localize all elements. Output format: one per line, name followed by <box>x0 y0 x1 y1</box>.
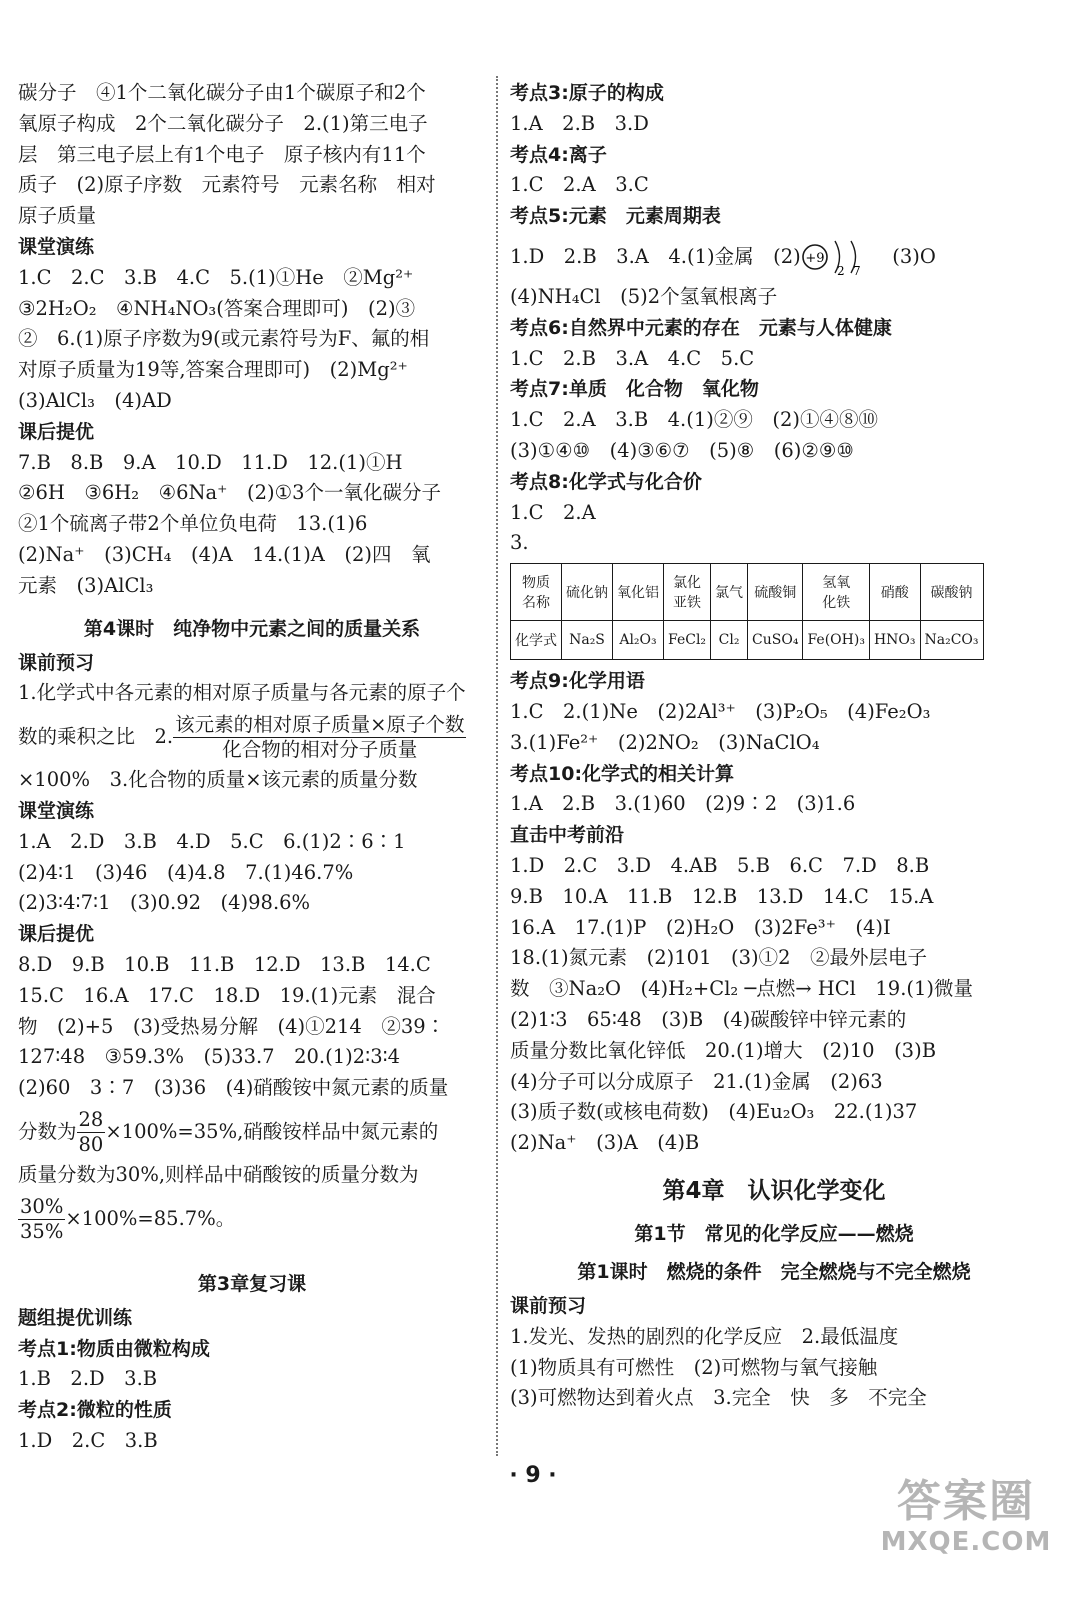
answer-line: (3)①④⑩ (4)③⑥⑦ (5)⑧ (6)②⑨⑩ <box>510 438 854 462</box>
section-heading: 课前预习 <box>510 1294 587 1317</box>
answer-line: (2)4∶1 (3)46 (4)4.8 7.(1)46.7% <box>18 860 354 884</box>
table-header-row <box>511 564 984 621</box>
table-cell: 化学式 <box>511 621 562 660</box>
page-number: · 9 · <box>509 1463 557 1488</box>
section-heading: 课堂演练 <box>18 235 95 258</box>
answer-line: 1.化学式中各元素的相对原子质量与各元素的原子个 <box>18 681 466 705</box>
answer-line: (2)Na⁺ (3)A (4)B <box>510 1131 700 1155</box>
watermark-text: 答案圈 <box>897 1476 1035 1527</box>
section-heading: 考点3:原子的构成 <box>510 82 664 104</box>
formula-line <box>18 1104 486 1160</box>
answer-line: 127∶48 ③59.3% (5)33.7 20.(1)2∶3∶4 <box>18 1045 401 1069</box>
section-heading: 考点9:化学用语 <box>510 670 645 693</box>
answer-line: ② 6.(1)原子序数为9(或元素符号为F、氟的相 <box>18 327 430 351</box>
answer-line: 1.C 2.A 3.B 4.(1)②⑨ (2)①④⑧⑩ <box>510 408 878 432</box>
section-heading: 考点7:单质 化合物 氧化物 <box>510 378 759 401</box>
section-heading: 课堂演练 <box>18 799 95 822</box>
section-heading: 考点2:微粒的性质 <box>18 1399 172 1422</box>
answer-line: 元素 (3)AlCl₃ <box>18 573 154 597</box>
table-cell: 氢氧 化铁 <box>803 564 869 621</box>
answer-line: 1.A 2.D 3.B 4.D 5.C 6.(1)2∶6∶1 <box>18 829 406 853</box>
fraction-denominator: 80 <box>78 1132 104 1156</box>
spacer <box>510 1159 1038 1167</box>
answer-line: 1.D 2.C 3.D 4.AB 5.B 6.C 7.D 8.B <box>510 853 930 877</box>
answer-line: 1.A 2.B 3.D <box>510 111 649 135</box>
answer-line: 1.C 2.(1)Ne (2)2Al³⁺ (3)P₂O₅ (4)Fe₂O₃ <box>510 699 931 723</box>
answer-line: ③2H₂O₂ ④NH₄NO₃(答案合理即可) (2)③ <box>18 296 416 320</box>
table-cell: HNO₃ <box>869 621 920 660</box>
fraction-numerator: 该元素的相对原子质量×原子个数 <box>175 713 465 737</box>
section-heading: 题组提优训练 <box>18 1306 133 1329</box>
answer-line: 1.D 2.C 3.B <box>18 1428 158 1452</box>
spacer <box>18 1247 486 1265</box>
formula-line <box>18 1191 486 1247</box>
shell-2-electrons: 7 <box>852 264 861 278</box>
answer-line: 层 第三电子层上有1个电子 原子核内有11个 <box>18 142 426 166</box>
answer-line: 氧原子构成 2个二氧化碳分子 2.(1)第三电子 <box>18 111 428 135</box>
section-heading: 考点10:化学式的相关计算 <box>510 762 735 785</box>
right-column <box>510 78 1038 1414</box>
answer-line: 1.C 2.A 3.C <box>510 173 649 197</box>
answer-line: (3)质子数(或核电荷数) (4)Eu₂O₃ 22.(1)37 <box>510 1100 918 1124</box>
table-cell: 氧化铝 <box>613 564 664 621</box>
answer-line: (3)AlCl₃ (4)AD <box>18 388 172 412</box>
answer-line: 8.D 9.B 10.B 11.B 12.D 13.B 14.C <box>18 952 431 976</box>
spacer <box>18 602 486 610</box>
table-cell: 氯化 亚铁 <box>664 564 711 621</box>
answer-line: 1.B 2.D 3.B <box>18 1367 158 1391</box>
table-cell: 碳酸钠 <box>920 564 983 621</box>
answer-line: 质子 (2)原子序数 元素符号 元素名称 相对 <box>18 173 436 197</box>
formula-suffix: ×100%=85.7%。 <box>65 1206 236 1230</box>
table-cell: Al₂O₃ <box>613 621 664 660</box>
table-cell: Cl₂ <box>711 621 748 660</box>
answer-line: (2)1∶3 65∶48 (3)B (4)碳酸锌中锌元素的 <box>510 1007 907 1031</box>
table-cell: 氯气 <box>711 564 748 621</box>
fraction-denominator: 35% <box>20 1219 64 1243</box>
answer-line: (2)Na⁺ (3)CH₄ (4)A 14.(1)A (2)四 氧 <box>18 542 431 566</box>
fraction-30-35 <box>18 1195 65 1244</box>
answer-line: (4)分子可以分成原子 21.(1)金属 (2)63 <box>510 1069 883 1093</box>
answer-line: (2)60 3∶7 (3)36 (4)硝酸铵中氮元素的质量 <box>18 1076 449 1100</box>
chapter-title: 第4章 认识化学变化 <box>662 1177 886 1204</box>
answer-line: 15.C 16.A 17.C 18.D 19.(1)元素 混合 <box>18 983 436 1007</box>
answer-line: 物 (2)+5 (3)受热易分解 (4)①214 ②39∶ <box>18 1014 446 1038</box>
table-cell: Fe(OH)₃ <box>803 621 869 660</box>
answer-line: ②6H ③6H₂ ④6Na⁺ (2)①3个一氧化碳分子 <box>18 481 441 505</box>
answer-line-atom <box>510 232 1038 282</box>
watermark-site: MXQE.COM <box>880 1527 1052 1557</box>
answer-line: 9.B 10.A 11.B 12.B 13.D 14.C 15.A <box>510 884 934 908</box>
answer-line: 质量分数为30%,则样品中硝酸铵的质量分数为 <box>18 1162 419 1186</box>
atom-structure-diagram <box>801 237 873 277</box>
answer-line: (2)3∶4∶7∶1 (3)0.92 (4)98.6% <box>18 891 311 915</box>
answer-line: 原子质量 <box>18 204 97 228</box>
column-divider <box>496 76 498 1456</box>
answer-line: 1.发光、发热的剧烈的化学反应 2.最低温度 <box>510 1324 899 1348</box>
answer-line: 对原子质量为19等,答案合理即可) (2)Mg²⁺ <box>18 358 408 382</box>
atom-answer-suffix: (3)O <box>872 244 936 268</box>
fraction-numerator: 30% <box>20 1194 64 1218</box>
answer-line: (1)物质具有可燃性 (2)可燃物与氧气接触 <box>510 1355 878 1379</box>
answer-line: 1.C 2.B 3.A 4.C 5.C <box>510 346 755 370</box>
lesson-title: 第3章复习课 <box>197 1272 307 1295</box>
chemical-formula-table <box>510 563 984 660</box>
formula-prefix: 分数为 <box>18 1119 77 1143</box>
lesson-title: 第1课时 燃烧的条件 完全燃烧与不完全燃烧 <box>577 1260 971 1283</box>
table-cell: 硫化钠 <box>562 564 613 621</box>
formula-prefix: 数的乘积之比 2. <box>18 725 174 749</box>
section-heading: 考点6:自然界中元素的存在 元素与人体健康 <box>510 316 892 339</box>
table-cell: Na₂S <box>562 621 613 660</box>
section-heading: 考点8:化学式与化合价 <box>510 470 702 493</box>
answer-line: 18.(1)氮元素 (2)101 (3)①2 ②最外层电子 <box>510 946 928 970</box>
nucleus-charge: +9 <box>805 251 825 267</box>
answer-line: 3. <box>510 531 529 555</box>
table-cell: 硫酸铜 <box>748 564 803 621</box>
table-cell: FeCl₂ <box>664 621 711 660</box>
answer-line: 碳分子 ④1个二氧化碳分子由1个碳原子和2个 <box>18 81 426 104</box>
answer-line: 16.A 17.(1)P (2)H₂O (3)2Fe³⁺ (4)I <box>510 915 891 939</box>
section-heading: 考点1:物质由微粒构成 <box>18 1337 210 1360</box>
answer-line: 1.A 2.B 3.(1)60 (2)9∶2 (3)1.6 <box>510 792 856 816</box>
answer-line: ②1个硫离子带2个单位负电荷 13.(1)6 <box>18 512 368 536</box>
section-heading: 考点5:元素 元素周期表 <box>510 205 721 228</box>
table-cell: 硝酸 <box>869 564 920 621</box>
table-cell: Na₂CO₃ <box>920 621 983 660</box>
table-cell: 物质 名称 <box>511 564 562 621</box>
fraction-28-80 <box>77 1108 106 1157</box>
answer-line: 数 ③Na₂O (4)H₂+Cl₂ ─点燃→ HCl 19.(1)微量 <box>510 977 974 1001</box>
answer-line: 1.C 2.C 3.B 4.C 5.(1)①He ②Mg²⁺ <box>18 265 414 289</box>
answer-line: ×100% 3.化合物的质量×该元素的质量分数 <box>18 768 418 792</box>
watermark-logo <box>878 1476 1054 1556</box>
answer-line: (4)NH₄Cl (5)2个氢氧根离子 <box>510 284 778 308</box>
section-heading: 课前预习 <box>18 651 95 674</box>
left-column <box>18 78 486 1457</box>
answer-line: 3.(1)Fe²⁺ (2)2NO₂ (3)NaClO₄ <box>510 730 820 754</box>
section-heading: 直击中考前沿 <box>510 824 625 847</box>
section-heading: 课后提优 <box>18 420 95 443</box>
table-row <box>511 621 984 660</box>
answer-line: (3)可燃物达到着火点 3.完全 快 多 不完全 <box>510 1386 927 1410</box>
fraction-numerator: 28 <box>78 1107 104 1131</box>
mass-fraction-formula <box>173 713 466 762</box>
shell-1-electrons: 2 <box>836 264 845 278</box>
fraction-denominator: 化合物的相对分子质量 <box>222 738 418 762</box>
lesson-title: 第4课时 纯净物中元素之间的质量关系 <box>83 617 421 640</box>
section-heading: 考点4:离子 <box>510 143 607 166</box>
answer-line: 7.B 8.B 9.A 10.D 11.D 12.(1)①H <box>18 450 403 474</box>
atom-answer-prefix: 1.D 2.B 3.A 4.(1)金属 (2) <box>510 244 801 268</box>
formula-line <box>18 709 486 765</box>
formula-suffix: ×100%=35%,硝酸铵样品中氮元素的 <box>105 1119 439 1143</box>
answer-line: 1.C 2.A <box>510 500 596 524</box>
answer-line: 质量分数比氧化锌低 20.(1)增大 (2)10 (3)B <box>510 1038 937 1062</box>
table-cell: CuSO₄ <box>748 621 803 660</box>
lesson-title: 第1节 常见的化学反应——燃烧 <box>634 1222 914 1245</box>
section-heading: 课后提优 <box>18 923 95 946</box>
